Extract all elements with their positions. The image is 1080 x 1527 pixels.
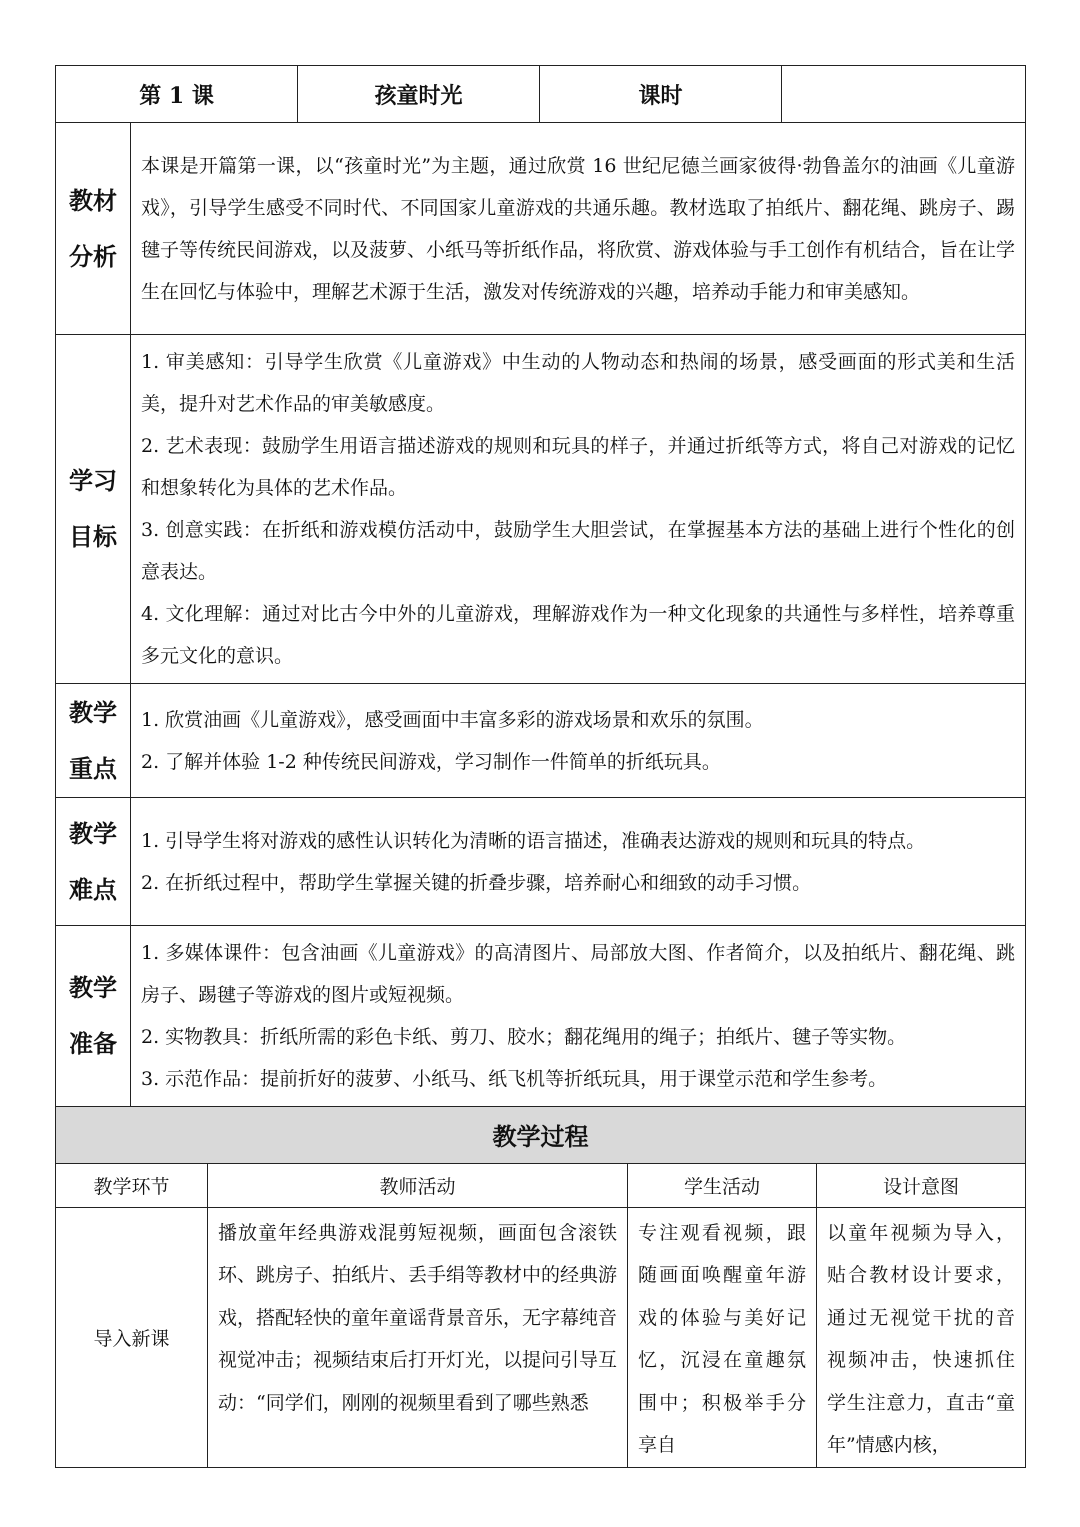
process-banner: 教学过程: [56, 1106, 1026, 1163]
preparation-row: [56, 926, 1026, 1107]
column-header-teacher: 教师活动: [208, 1163, 628, 1207]
process-banner-row: [56, 1106, 1026, 1163]
column-header-intent: 设计意图: [817, 1163, 1026, 1207]
analysis-row: [56, 123, 1026, 335]
key-points-list: [131, 684, 1026, 798]
lesson-number: 第 1 课: [56, 66, 298, 123]
goals-row: [56, 335, 1026, 684]
design-intent-cell: 以童年视频为导入，贴合教材设计要求，通过无视觉干扰的音视频冲击，快速抓住学生注意力，直击“童年”情感内核，: [817, 1207, 1026, 1467]
key-point-item: 1. 欣赏油画《儿童游戏》，感受画面中丰富多彩的游戏场景和欢乐的氛围。: [141, 708, 764, 731]
lesson-title: 孩童时光: [298, 66, 540, 123]
lesson-info-table: [55, 65, 1026, 1107]
goal-item: 4. 文化理解：通过对比古今中外的儿童游戏，理解游戏作为一种文化现象的共通性与多样性，培养尊重多元文化的意识。: [141, 603, 1016, 667]
preparation-item: 1. 多媒体课件：包含油画《儿童游戏》的高清图片、局部放大图、作者简介，以及拍纸片、翻花绳、跳房子、踢毽子等游戏的图片或短视频。: [141, 942, 1016, 1006]
preparation-list: [131, 926, 1026, 1107]
table-row: [56, 1207, 1026, 1467]
key-points-label: 教学 重点: [56, 684, 131, 798]
difficulty-item: 1. 引导学生将对游戏的感性认识转化为清晰的语言描述，准确表达游戏的规则和玩具的特点。: [141, 829, 926, 852]
goals-label: 学习 目标: [56, 335, 131, 684]
goal-item: 3. 创意实践：在折纸和游戏模仿活动中，鼓励学生大胆尝试，在掌握基本方法的基础上进行个性化的创意表达。: [141, 519, 1016, 583]
key-point-item: 2. 了解并体验 1-2 种传统民间游戏，学习制作一件简单的折纸玩具。: [141, 750, 721, 773]
analysis-label: 教材 分析: [56, 123, 131, 335]
student-activity-cell: 专注观看视频，跟随画面唤醒童年游戏的体验与美好记忆，沉浸在童趣氛围中；积极举手分享自: [628, 1207, 817, 1467]
header-row: [56, 66, 1026, 123]
preparation-item: 2. 实物教具：折纸所需的彩色卡纸、剪刀、胶水；翻花绳用的绳子；拍纸片、毽子等实物。: [141, 1026, 907, 1048]
preparation-label: 教学 准备: [56, 926, 131, 1107]
teacher-activity-cell: 播放童年经典游戏混剪短视频，画面包含滚铁环、跳房子、拍纸片、丢手绢等教材中的经典游戏，搭配轻快的童年童谣背景音乐，无字幕纯音视觉冲击；视频结束后打开灯光，以提问引导互动：“同学们，刚刚的视频里看到了哪些熟悉: [208, 1207, 628, 1467]
goal-item: 2. 艺术表现：鼓励学生用语言描述游戏的规则和玩具的样子，并通过折纸等方式，将自己对游戏的记忆和想象转化为具体的艺术作品。: [141, 435, 1016, 499]
goal-item: 1. 审美感知：引导学生欣赏《儿童游戏》中生动的人物动态和热闹的场景，感受画面的形式美和生活美，提升对艺术作品的审美敏感度。: [141, 351, 1016, 415]
difficulties-list: [131, 798, 1026, 926]
column-header-student: 学生活动: [628, 1163, 817, 1207]
column-header-stage: 教学环节: [56, 1163, 208, 1207]
period-label: 课时: [540, 66, 782, 123]
difficulties-row: [56, 798, 1026, 926]
period-value: [782, 66, 1026, 123]
lesson-plan-document: [55, 65, 1025, 1468]
difficulty-item: 2. 在折纸过程中，帮助学生掌握关键的折叠步骤，培养耐心和细致的动手习惯。: [141, 871, 812, 894]
analysis-text: 本课是开篇第一课，以“孩童时光”为主题，通过欣赏 16 世纪尼德兰画家彼得·勃鲁盖尔的油画《儿童游戏》，引导学生感受不同时代、不同国家儿童游戏的共通乐趣。教材选取了拍纸片、翻花绳、跳房子、踢毽子等传统民间游戏，以及菠萝、小纸马等折纸作品，将欣赏、游戏体验与手工创作有机结合，旨在让学生在回忆与体验中，理解艺术源于生活，激发对传统游戏的兴趣，培养动手能力和审美感知。: [131, 123, 1026, 335]
stage-cell: 导入新课: [56, 1207, 208, 1467]
difficulties-label: 教学 难点: [56, 798, 131, 926]
key-points-row: [56, 684, 1026, 798]
teaching-process-table: [55, 1106, 1026, 1468]
goals-list: [131, 335, 1026, 684]
process-column-headers: [56, 1163, 1026, 1207]
preparation-item: 3. 示范作品：提前折好的菠萝、小纸马、纸飞机等折纸玩具，用于课堂示范和学生参考。: [141, 1068, 888, 1090]
